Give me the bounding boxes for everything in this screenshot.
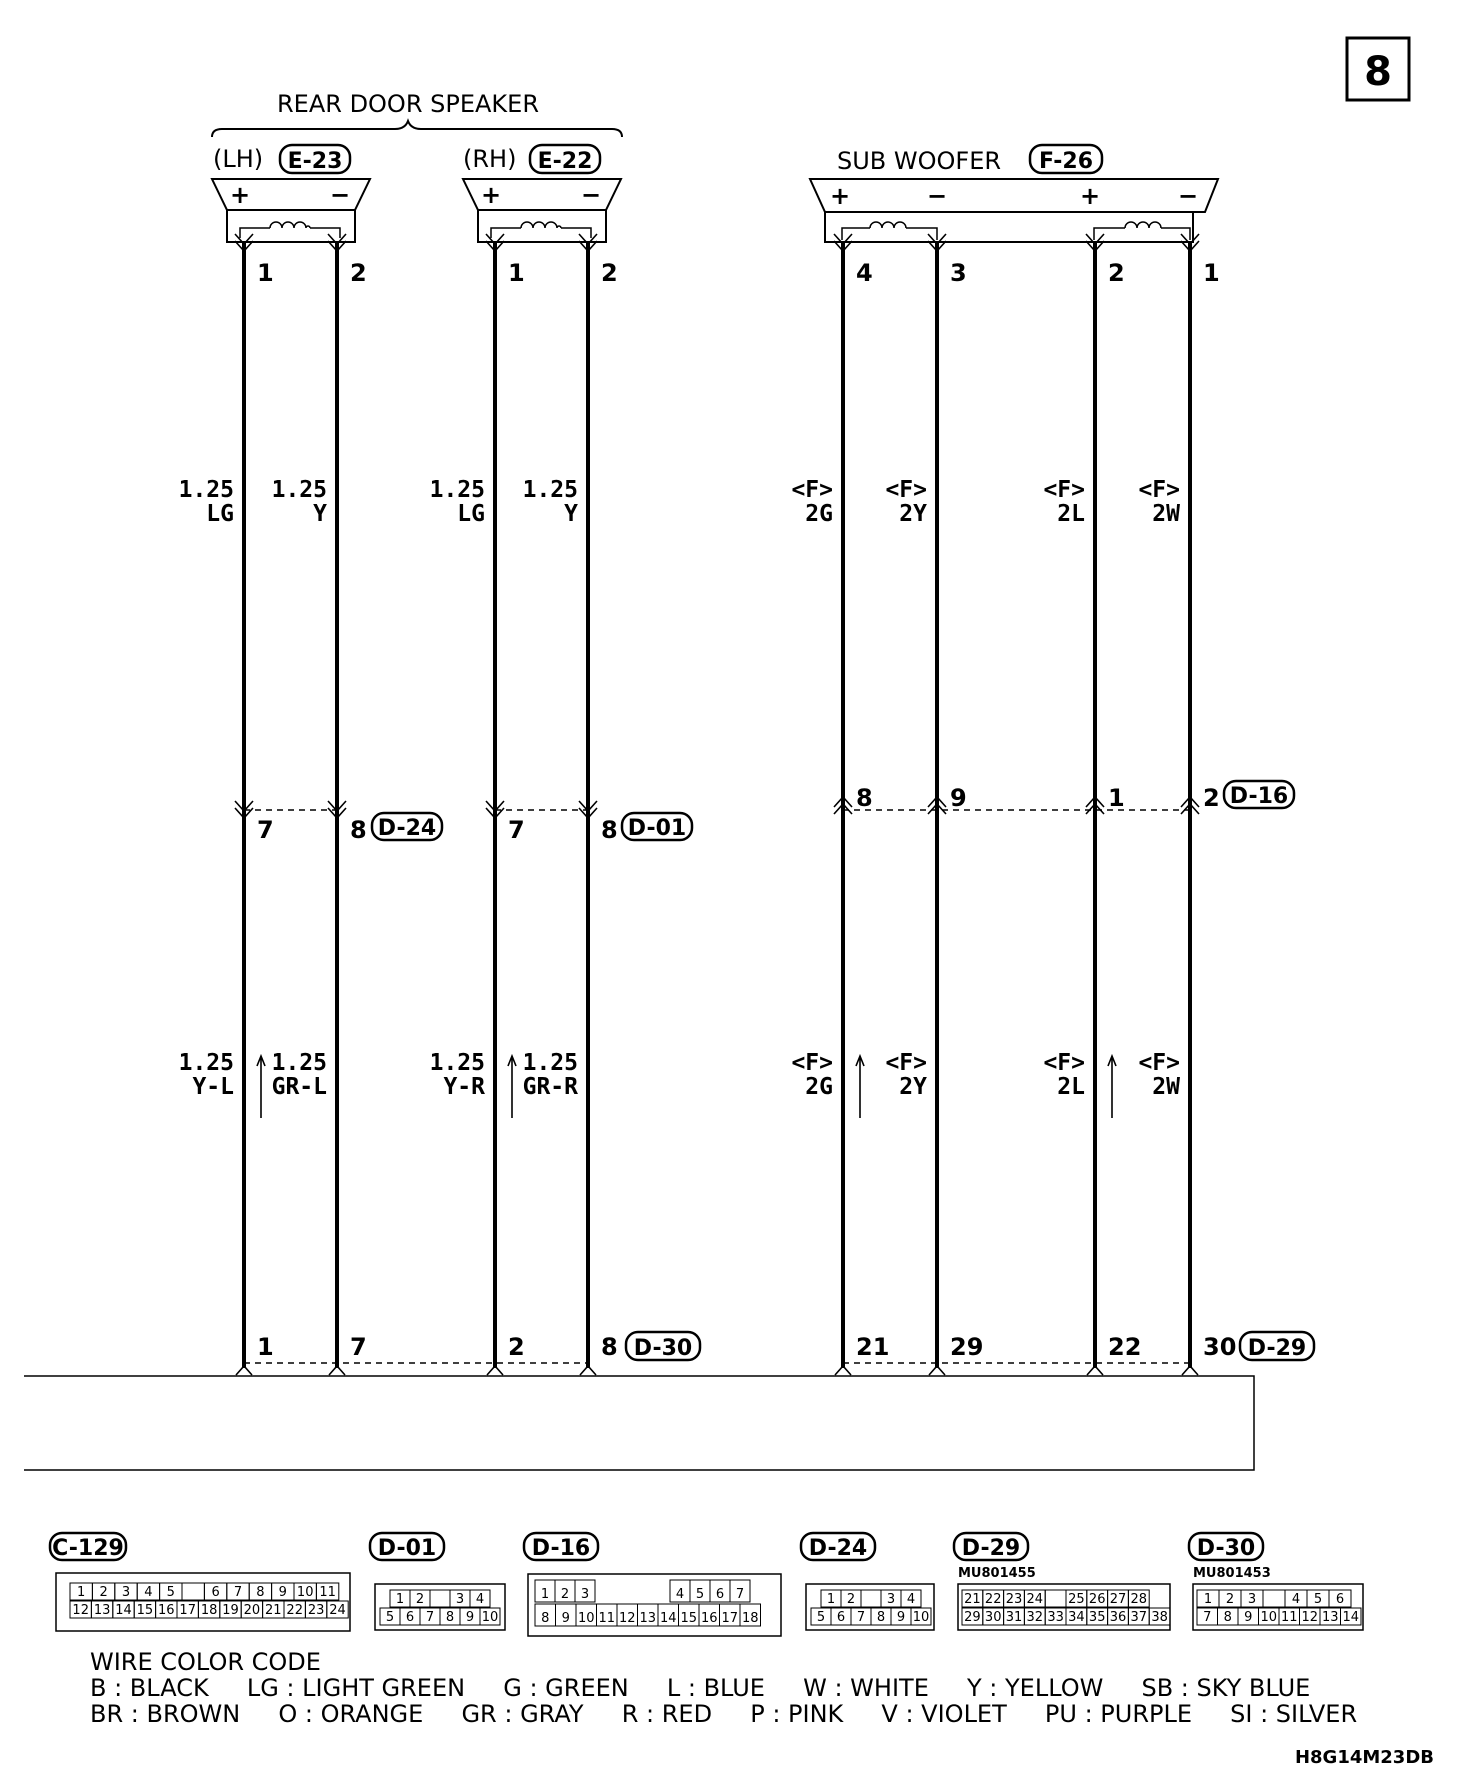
unit-box: [24, 1376, 1254, 1470]
page-number: 8: [1364, 49, 1392, 95]
lower-spec-color-3: Y-R: [443, 1074, 485, 1100]
d16-bot-pin: 12: [618, 1611, 636, 1626]
upper-spec-color-3: LG: [457, 501, 485, 527]
d30-top-pin: 4: [1291, 1592, 1301, 1607]
current-arrow-7: [1108, 1056, 1116, 1118]
c129-bot-pin: 13: [93, 1603, 111, 1618]
c129-top-pin: 5: [166, 1585, 175, 1600]
upper-spec-color-8: 2W: [1152, 501, 1180, 527]
d16-bot-pin: 8: [541, 1611, 550, 1626]
top-pin-1: 1: [257, 259, 274, 287]
d16-bot-pin: 18: [741, 1611, 759, 1626]
lower-spec-color-8: 2W: [1152, 1074, 1180, 1100]
d16-top2-pin: 7: [735, 1587, 745, 1602]
d30-top-pin: 5: [1313, 1592, 1323, 1607]
top-pin-8: 1: [1203, 259, 1220, 287]
d16-top2-pin: 5: [695, 1587, 705, 1602]
top-pin-6: 3: [950, 259, 967, 287]
bottom-pin-3: 2: [508, 1333, 525, 1361]
upper-spec-size-1: 1.25: [178, 477, 234, 503]
lower-spec-color-2: GR-L: [271, 1074, 327, 1100]
lower-spec-size-7: <F>: [1043, 1050, 1085, 1076]
d24-top-cell: [861, 1590, 881, 1607]
d29-top-pin: 27: [1109, 1592, 1127, 1607]
c129-bot-pin: 14: [115, 1603, 132, 1618]
svg-text:−: −: [580, 181, 602, 209]
d24-bot-pin: 5: [816, 1610, 826, 1625]
d29-bot-pin: 35: [1088, 1610, 1106, 1625]
c129-top-pin: 9: [278, 1585, 287, 1600]
svg-text:−: −: [926, 182, 948, 210]
d16-bot-pin: 13: [639, 1611, 657, 1626]
d24-bot-pin: 6: [836, 1610, 846, 1625]
current-arrow-3: [508, 1056, 516, 1118]
upper-spec-color-1: LG: [206, 501, 234, 527]
connector-tag-d-24: [372, 813, 442, 841]
d30-bot-pin: 10: [1260, 1610, 1278, 1625]
rear-door-speaker-title: REAR DOOR SPEAKER: [277, 90, 539, 118]
bottom-pin-1: 1: [257, 1333, 274, 1361]
d29-bot-pin: 29: [964, 1610, 981, 1625]
c129-bot-pin: 20: [243, 1603, 261, 1618]
connector-views: [50, 1533, 1363, 1636]
d24-bot-pin: 9: [896, 1610, 906, 1625]
d29-top-pin: 26: [1088, 1592, 1106, 1607]
c129-top-pin: 6: [211, 1585, 220, 1600]
d29-bot-pin: 33: [1047, 1610, 1064, 1625]
d29-top-pin: 25: [1068, 1592, 1085, 1607]
d01-bot-pin: 7: [425, 1610, 435, 1625]
d30-bot-pin: 13: [1321, 1610, 1339, 1625]
lower-spec-size-4: 1.25: [522, 1050, 578, 1076]
d30-bot-pin: 9: [1244, 1610, 1253, 1625]
diagram-id: H8G14M23DB: [1294, 1747, 1434, 1768]
wire-color-code-line-1: B : BLACK LG : LIGHT GREEN G : GREEN L : BLUE W : WHITE Y : YELLOW SB : SKY BLUE: [90, 1674, 1311, 1702]
svg-text:D-01: D-01: [627, 816, 687, 841]
c129-bot-pin: 22: [286, 1603, 303, 1618]
connector-tag-d-16: [1224, 781, 1294, 809]
d30-top-pin: 2: [1225, 1592, 1235, 1607]
mid-pin-1: 7: [257, 816, 274, 844]
d01-top-pin: 4: [475, 1592, 485, 1607]
c129-top-pin: 3: [121, 1585, 131, 1600]
top-pin-7: 2: [1108, 259, 1125, 287]
connector-tag-e-22: [530, 145, 600, 174]
mid-pin-5: 8: [856, 784, 873, 812]
top-pin-2: 2: [350, 259, 367, 287]
c129-top-cell: [182, 1583, 204, 1600]
c129-bot-pin: 24: [329, 1603, 346, 1618]
upper-spec-color-2: Y: [313, 501, 327, 527]
connector-tag-d-24-view: [801, 1533, 875, 1561]
lower-spec-size-2: 1.25: [271, 1050, 327, 1076]
speaker-rh: [463, 179, 621, 242]
c129-top-pin: 1: [77, 1585, 86, 1600]
d16-bot-pin: 10: [577, 1611, 595, 1626]
svg-text:D-24: D-24: [808, 1536, 868, 1561]
d30-bot-pin: 12: [1301, 1610, 1319, 1625]
d29-bot-pin: 34: [1068, 1610, 1085, 1625]
d16-top2-pin: 4: [675, 1587, 685, 1602]
d30-part-number: MU801453: [1193, 1566, 1271, 1581]
lower-spec-color-5: 2G: [805, 1074, 833, 1100]
connector-tag-f-26: [1030, 145, 1102, 174]
d24-top-pin: 3: [886, 1592, 896, 1607]
d24-bot-pin: 7: [856, 1610, 866, 1625]
lower-spec-size-5: <F>: [791, 1050, 833, 1076]
bottom-pin-4: 8: [601, 1333, 618, 1361]
d24-top-pin: 4: [906, 1592, 916, 1607]
upper-spec-size-8: <F>: [1138, 477, 1180, 503]
mid-pin-6: 9: [950, 784, 967, 812]
upper-spec-size-4: 1.25: [522, 477, 578, 503]
d30-bot-pin: 14: [1342, 1610, 1360, 1625]
upper-spec-color-6: 2Y: [899, 501, 927, 527]
c129-bot-pin: 16: [158, 1603, 175, 1618]
d29-bot-pin: 36: [1109, 1610, 1127, 1625]
d30-bot-pin: 11: [1280, 1610, 1298, 1625]
d29-bot-pin: 37: [1130, 1610, 1148, 1625]
svg-text:D-29: D-29: [961, 1536, 1021, 1561]
svg-text:F-26: F-26: [1038, 149, 1094, 174]
current-arrow-5: [856, 1056, 864, 1118]
connector-tag-c-129: [50, 1533, 126, 1561]
mid-connector-dashes: [244, 810, 1190, 1363]
svg-text:+: +: [480, 181, 502, 209]
top-pin-5: 4: [856, 259, 873, 287]
d30-bot-pin: 8: [1223, 1610, 1232, 1625]
svg-text:D-16: D-16: [1229, 784, 1289, 809]
d24-top-pin: 1: [826, 1592, 836, 1607]
d01-top-cell: [430, 1590, 450, 1607]
lower-spec-size-6: <F>: [885, 1050, 927, 1076]
wire-color-code-title: WIRE COLOR CODE: [90, 1648, 321, 1676]
d01-bot-pin: 6: [405, 1610, 415, 1625]
connector-tag-d-30: [626, 1332, 700, 1361]
svg-text:−: −: [329, 181, 351, 209]
lower-spec-color-7: 2L: [1057, 1074, 1085, 1100]
mid-pin-3: 7: [508, 816, 525, 844]
c129-bot-pin: 18: [200, 1603, 218, 1618]
d30-top-pin: 3: [1247, 1592, 1257, 1607]
svg-text:D-30: D-30: [1196, 1536, 1256, 1561]
c129-bot-pin: 12: [72, 1603, 89, 1618]
d16-bot-pin: 15: [680, 1611, 698, 1626]
d16-top-pin: 1: [540, 1587, 550, 1602]
svg-text:E-23: E-23: [287, 149, 343, 174]
connector-tag-d-01: [622, 813, 692, 841]
sub-woofer-label: SUB WOOFER: [837, 147, 1002, 175]
c129-top-pin: 11: [319, 1585, 336, 1600]
lower-spec-color-1: Y-L: [192, 1074, 234, 1100]
wire-color-code-line-2: BR : BROWN O : ORANGE GR : GRAY R : RED P : PINK V : VIOLET PU : PURPLE SI : SILVER: [90, 1700, 1358, 1728]
svg-text:+: +: [829, 182, 851, 210]
d29-top-pin: 23: [1005, 1592, 1023, 1607]
d01-top-pin: 3: [455, 1592, 465, 1607]
svg-text:D-01: D-01: [377, 1536, 437, 1561]
svg-text:E-22: E-22: [537, 149, 593, 174]
c129-bot-pin: 21: [265, 1603, 282, 1618]
upper-spec-size-5: <F>: [791, 477, 833, 503]
d30-top-cell: [1263, 1590, 1285, 1607]
upper-spec-color-7: 2L: [1057, 501, 1085, 527]
d30-bot-pin: 7: [1203, 1610, 1212, 1625]
d16-bot-pin: 11: [598, 1611, 616, 1626]
mid-pin-2: 8: [350, 816, 367, 844]
connector-tag-d-16-view: [524, 1533, 598, 1561]
svg-text:+: +: [229, 181, 251, 209]
d16-bot-pin: 14: [659, 1611, 677, 1626]
svg-text:D-30: D-30: [633, 1336, 693, 1361]
d01-bot-pin: 8: [445, 1610, 455, 1625]
svg-text:+: +: [1079, 182, 1101, 210]
lower-spec-size-3: 1.25: [429, 1050, 485, 1076]
bottom-pin-5: 21: [856, 1333, 890, 1361]
mid-pin-4: 8: [601, 816, 618, 844]
connector-tag-d-29-view: [954, 1533, 1028, 1561]
lower-spec-size-1: 1.25: [178, 1050, 234, 1076]
upper-spec-color-5: 2G: [805, 501, 833, 527]
d29-top-pin: 24: [1026, 1592, 1044, 1607]
c129-top-pin: 7: [233, 1585, 243, 1600]
d01-bot-pin: 9: [465, 1610, 475, 1625]
d01-top-pin: 1: [395, 1592, 405, 1607]
bottom-pin-8: 30: [1203, 1333, 1237, 1361]
d16-bot-pin: 16: [700, 1611, 718, 1626]
c129-top-pin: 10: [296, 1585, 314, 1600]
d30-top-pin: 6: [1335, 1592, 1345, 1607]
sub-woofer: [810, 179, 1218, 242]
d29-bot-pin: 38: [1151, 1610, 1168, 1625]
rear-door-speaker-brace: [212, 121, 622, 137]
d29-bot-pin: 30: [984, 1610, 1002, 1625]
svg-text:D-29: D-29: [1247, 1336, 1307, 1361]
d16-bot-pin: 9: [561, 1611, 570, 1626]
speaker-lh: [212, 179, 370, 242]
d16-top2-pin: 6: [715, 1587, 725, 1602]
connector-tag-e-23: [280, 145, 350, 174]
upper-spec-size-2: 1.25: [271, 477, 327, 503]
d29-top-pin: 21: [964, 1592, 981, 1607]
lower-spec-color-4: GR-R: [522, 1074, 578, 1100]
bottom-pin-2: 7: [350, 1333, 367, 1361]
d24-bot-pin: 8: [876, 1610, 886, 1625]
rh-label: (RH): [463, 145, 517, 173]
svg-text:D-24: D-24: [377, 816, 437, 841]
pin-grids: [70, 1580, 1361, 1626]
c129-bot-pin: 19: [222, 1603, 239, 1618]
upper-spec-size-3: 1.25: [429, 477, 485, 503]
d01-bot-pin: 5: [385, 1610, 395, 1625]
connector-tag-d-01-view: [370, 1533, 444, 1561]
d16-top-pin: 2: [560, 1587, 570, 1602]
d16-bot-pin: 17: [721, 1611, 739, 1626]
upper-spec-color-4: Y: [564, 501, 578, 527]
d29-top-cell: [1045, 1590, 1066, 1607]
current-arrow-1: [257, 1056, 265, 1118]
c129-bot-pin: 17: [179, 1603, 196, 1618]
mid-pin-8: 2: [1203, 784, 1220, 812]
c129-bot-pin: 15: [136, 1603, 154, 1618]
c129-top-pin: 4: [144, 1585, 153, 1600]
c129-bot-pin: 23: [307, 1603, 325, 1618]
svg-text:−: −: [1177, 182, 1199, 210]
connector-tag-d-30-view: [1189, 1533, 1263, 1561]
svg-text:D-16: D-16: [531, 1536, 591, 1561]
d29-top-pin: 22: [984, 1592, 1002, 1607]
d29-bot-pin: 31: [1005, 1610, 1023, 1625]
top-pin-4: 2: [601, 259, 618, 287]
c129-top-pin: 8: [256, 1585, 265, 1600]
lower-spec-color-6: 2Y: [899, 1074, 927, 1100]
mid-pin-7: 1: [1108, 784, 1125, 812]
upper-spec-size-7: <F>: [1043, 477, 1085, 503]
d30-top-pin: 1: [1203, 1592, 1213, 1607]
d24-bot-pin: 10: [912, 1610, 930, 1625]
d01-bot-pin: 10: [481, 1610, 499, 1625]
bottom-pin-7: 22: [1108, 1333, 1142, 1361]
lh-label: (LH): [213, 145, 264, 173]
svg-text:C-129: C-129: [52, 1536, 124, 1561]
bottom-pin-6: 29: [950, 1333, 984, 1361]
top-pin-3: 1: [508, 259, 525, 287]
d29-top-pin: 28: [1130, 1592, 1148, 1607]
c129-top-pin: 2: [99, 1585, 108, 1600]
wire-group: [179, 234, 1237, 1375]
d29-bot-pin: 32: [1026, 1610, 1044, 1625]
d24-top-pin: 2: [846, 1592, 856, 1607]
upper-spec-size-6: <F>: [885, 477, 927, 503]
d29-part-number: MU801455: [958, 1566, 1036, 1581]
d16-top-pin: 3: [580, 1587, 590, 1602]
lower-spec-size-8: <F>: [1138, 1050, 1180, 1076]
d01-top-pin: 2: [415, 1592, 425, 1607]
connector-tag-d-29: [1240, 1332, 1314, 1361]
